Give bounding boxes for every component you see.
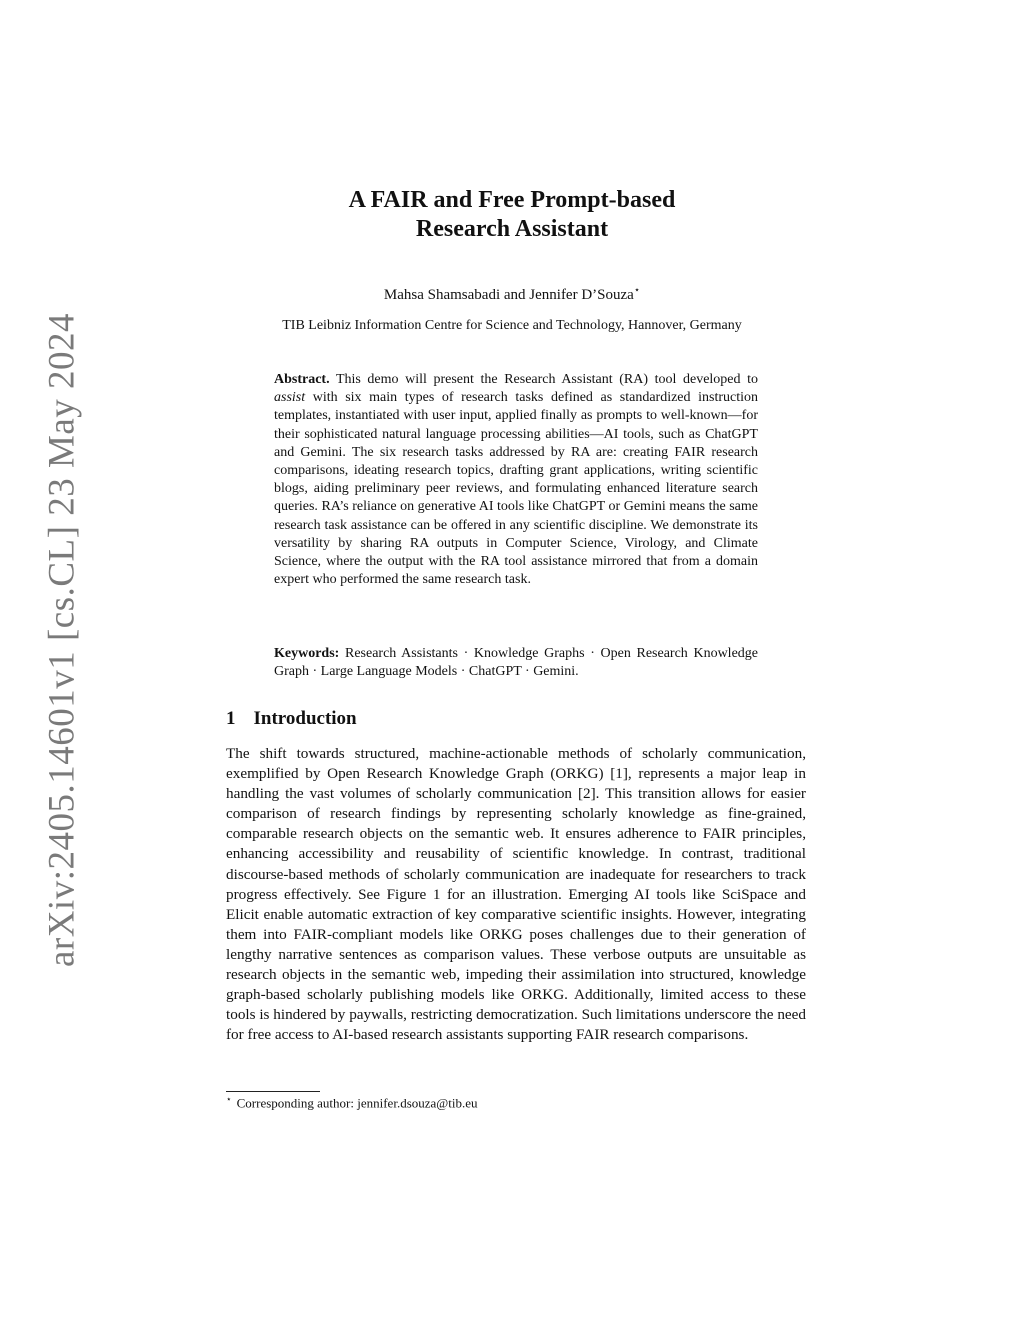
footnote-text: Corresponding author: jennifer.dsouza@tib.eu	[236, 1095, 478, 1111]
title-line-2: Research Assistant	[415, 216, 609, 242]
abstract-text-part-1: This demo will present the Research Assistant (RA) tool developed to	[329, 372, 758, 387]
keywords	[274, 645, 758, 681]
abstract-text-part-2: with six main types of research tasks defined as standardized instruction templates, instantiated with user input, applied finally as prompts to well-known—for their sophisticated natural language processing abilities—AI tools, such as ChatGPT and Gemini. The six research tasks addressed by RA are: creating FAIR research comparisons, ideating research topics, drafting grant applications, writing scientific blogs, aiding preliminary peer reviews, and formulating enhanced literature search queries. RA’s reliance on generative AI tools like ChatGPT or Gemini means the same research task assistance can be offered in any scientific discipline. We demonstrate its versatility by sharing RA outputs in Computer Science, Virology, and Climate Science, where the output with the RA tool assistance mirrored that from a domain expert who performed the same research task.	[274, 390, 758, 588]
arxiv-identifier: arXiv:2405.14601v1 [cs.CL] 23 May 2024	[41, 312, 83, 968]
abstract-label: Abstract.	[274, 372, 330, 387]
section-heading	[226, 708, 357, 730]
footnote-mark: ⋆	[226, 1094, 232, 1104]
footnote	[226, 1094, 478, 1111]
section-number: 1	[226, 708, 236, 729]
keywords-label: Keywords:	[274, 646, 340, 661]
abstract	[274, 371, 758, 589]
title-line-1: A FAIR and Free Prompt-based	[348, 187, 676, 213]
keywords-text: Research Assistants · Knowledge Graphs · Open Research Knowledge Graph · Large Language Models · ChatGPT · Gemini.	[274, 646, 758, 680]
paper-title	[0, 186, 1024, 244]
affiliation: TIB Leibniz Information Centre for Science and Technology, Hannover, Germany	[282, 318, 742, 333]
introduction-paragraph: The shift towards structured, machine-actionable methods of scholarly communication, exemplified by Open Research Knowledge Graph (ORKG) [1], represents a major leap in handling the vast volumes of scholarly communication [2]. This transition allows for easier comparison of research findings by representing scholarly knowledge as fine-grained, comparable research objects on the semantic web. It ensures adherence to FAIR principles, enhancing accessibility and reusability of scientific knowledge. In contrast, traditional discourse-based methods of scholarly communication are inadequate for researchers to track progress effectively. See Figure 1 for an illustration. Emerging AI tools like SciSpace and Elicit enable automatic extraction of key comparative scientific insights. However, integrating them into FAIR-compliant models like ORKG poses challenges due to their generation of lengthy narrative sentences as comparison values. These verbose outputs are unsuitable as research objects in the semantic web, impeding their assimilation into structured, knowledge graph-based scholarly publishing models like ORKG. Additionally, limited access to these tools is hindered by paywalls, restricting democratization. Such limitations underscore the need for free access to AI-based research assistants supporting FAIR research comparisons.	[226, 745, 806, 1044]
author-names: Mahsa Shamsabadi and Jennifer D’Souza	[383, 287, 634, 303]
corresponding-author-mark: ⋆	[633, 285, 641, 296]
abstract-emphasis: assist	[274, 390, 306, 406]
footnote-divider	[226, 1091, 320, 1092]
section-title: Introduction	[253, 708, 357, 729]
author-list	[0, 285, 1024, 304]
